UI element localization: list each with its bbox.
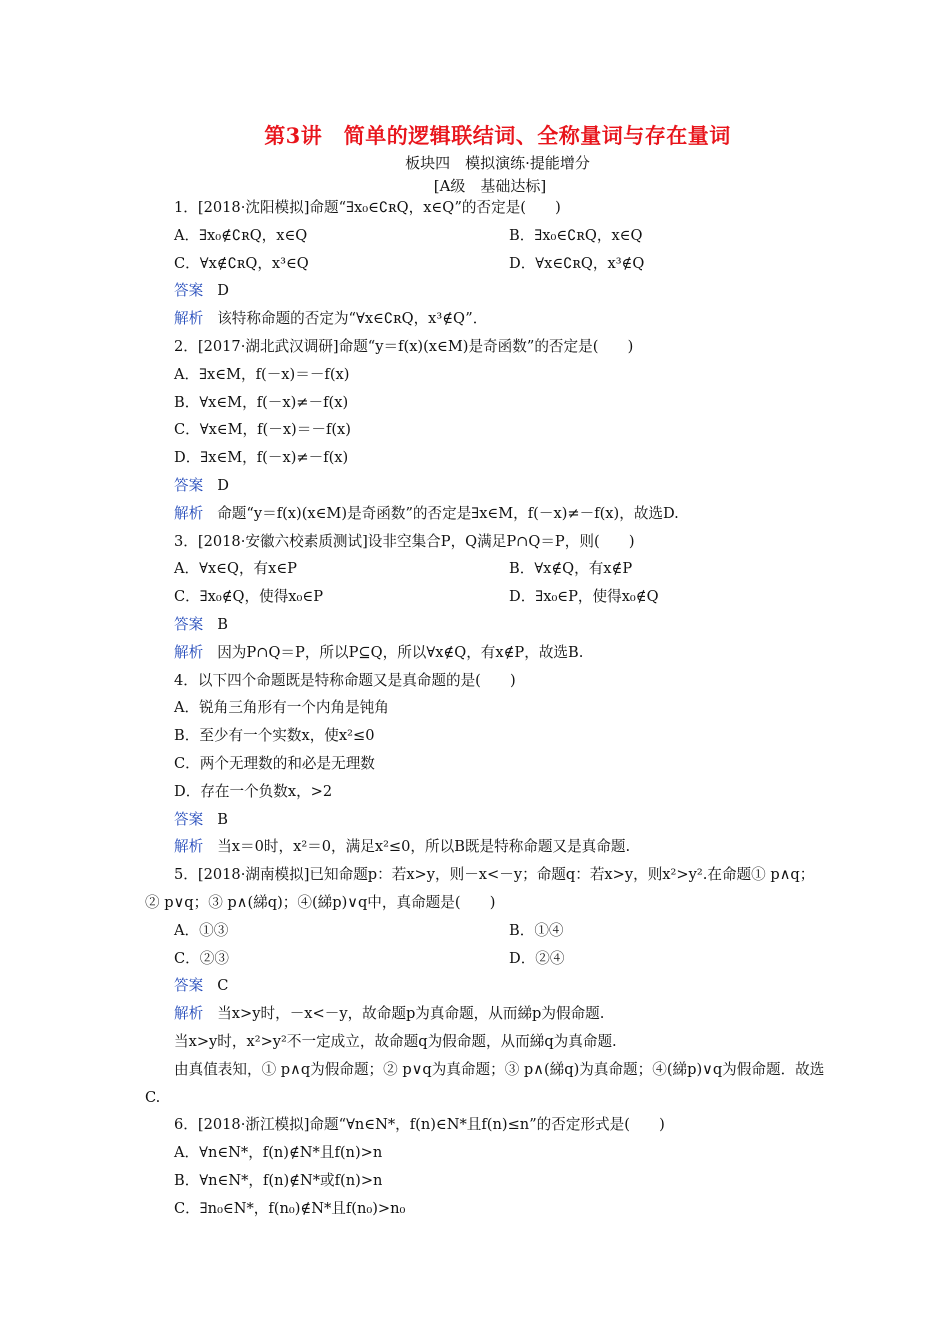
q3-stem: 3．[2018·安徽六校素质测试]设非空集合P，Q满足P∩Q＝P，则( ) bbox=[174, 532, 635, 550]
analysis-label: 解析 bbox=[174, 643, 204, 661]
q4-analysis bbox=[145, 833, 825, 861]
q2-option-d: D．∃x∈M，f(－x)≠－f(x) bbox=[174, 449, 349, 467]
q4-answer-value: B bbox=[217, 810, 228, 828]
q3-options-ab bbox=[145, 555, 825, 583]
q4-stem: 4．以下四个命题既是特称命题又是真命题的是( ) bbox=[174, 671, 516, 689]
q3-option-b: B．∀x∉Q，有x∉P bbox=[509, 560, 633, 578]
answer-label: 答案 bbox=[174, 977, 204, 995]
q3-option-c: C．∃x₀∉Q，使得x₀∈P bbox=[174, 588, 324, 606]
q4-option-a: A．锐角三角形有一个内角是钝角 bbox=[174, 699, 389, 717]
q5-analysis-text: 当x>y时，－x<－y，故命题p为真命题，从而綈p为假命题. bbox=[217, 1005, 605, 1023]
q6-option-b: B．∀n∈N*，f(n)∉N*或f(n)>n bbox=[174, 1171, 383, 1189]
q5-options-cd bbox=[145, 945, 825, 973]
q2-answer-value: D bbox=[217, 476, 229, 494]
level-label: [A级 基础达标] bbox=[433, 177, 547, 195]
analysis-label: 解析 bbox=[174, 504, 204, 522]
q1-answer-value: D bbox=[217, 282, 229, 300]
analysis-label: 解析 bbox=[174, 310, 204, 328]
answer-label: 答案 bbox=[174, 282, 204, 300]
q6-stem: 6．[2018·浙江模拟]命题“∀n∈N*，f(n)∈N*且f(n)≤n”的否定形式是( ) bbox=[174, 1116, 665, 1134]
q3-analysis bbox=[145, 639, 825, 667]
question-list bbox=[145, 194, 825, 1222]
q1-options-cd bbox=[145, 250, 825, 278]
q5-answer bbox=[145, 972, 825, 1000]
q3-analysis-text: 因为P∩Q＝P，所以P⊆Q，所以∀x∉Q，有x∉P，故选B. bbox=[217, 643, 584, 661]
analysis-label: 解析 bbox=[174, 1005, 204, 1023]
q6-option-a: A．∀n∈N*，f(n)∉N*且f(n)>n bbox=[174, 1144, 383, 1162]
q1-analysis-text: 该特称命题的否定为“∀x∈∁ʀQ，x³∉Q”． bbox=[217, 310, 488, 328]
q2-analysis bbox=[145, 500, 825, 528]
q5-analysis bbox=[145, 1000, 825, 1028]
q3-answer bbox=[145, 611, 825, 639]
section-subtitle: 板块四 模拟演练·提能增分 bbox=[405, 154, 590, 172]
q4-option-c: C．两个无理数的和必是无理数 bbox=[174, 754, 375, 772]
q1-stem: 1．[2018·沈阳模拟]命题“∃x₀∈∁ʀQ，x∈Q”的否定是( ) bbox=[174, 199, 561, 216]
q3-options-cd bbox=[145, 583, 825, 611]
q5-options-ab bbox=[145, 917, 825, 945]
q1-option-b: B．∃x₀∈∁ʀQ，x∈Q bbox=[509, 226, 643, 244]
q5-analysis-2: 当x>y时，x²>y²不一定成立，故命题q为假命题，从而綈q为真命题. bbox=[174, 1032, 617, 1050]
q4-option-d: D．存在一个负数x，>2 bbox=[174, 782, 333, 800]
answer-label: 答案 bbox=[174, 615, 204, 633]
q4-analysis-text: 当x＝0时，x²＝0，满足x²≤0，所以B既是特称命题又是真命题. bbox=[217, 838, 631, 856]
q5-analysis-3: 由真值表知，① p∧q为假命题；② p∨q为真命题；③ p∧(綈q)为真命题；④(綈p)∨q为假命题．故选C. bbox=[145, 1060, 825, 1106]
q3-option-d: D．∃x₀∈P，使得x₀∉Q bbox=[509, 588, 659, 606]
q5-option-b: B．①④ bbox=[509, 921, 564, 939]
answer-label: 答案 bbox=[174, 476, 204, 494]
q5-option-c: C．②③ bbox=[174, 949, 229, 967]
q4-option-b: B．至少有一个实数x，使x²≤0 bbox=[174, 727, 375, 745]
q3-answer-value: B bbox=[217, 615, 228, 633]
q1-analysis bbox=[145, 305, 825, 333]
q1-option-a: A．∃x₀∉∁ʀQ，x∈Q bbox=[174, 226, 308, 244]
q4-answer bbox=[145, 806, 825, 834]
analysis-label: 解析 bbox=[174, 838, 204, 856]
q2-option-c: C．∀x∈M，f(－x)＝－f(x) bbox=[174, 421, 351, 439]
q2-stem: 2．[2017·湖北武汉调研]命题“y＝f(x)(x∈M)是奇函数”的否定是( ) bbox=[174, 337, 634, 355]
q5-answer-value: C bbox=[217, 977, 229, 995]
q5-option-a: A．①③ bbox=[174, 921, 229, 939]
q5-stem: 5．[2018·湖南模拟]已知命题p：若x>y，则－x<－y；命题q：若x>y，则x²>y².在命题① p∧q；② p∨q；③ p∧(綈q)；④(綈p)∨q中，真命题是( ) bbox=[145, 866, 815, 911]
q1-option-c: C．∀x∉∁ʀQ，x³∈Q bbox=[174, 254, 309, 272]
q6-option-c: C．∃n₀∈N*，f(n₀)∉N*且f(n₀)>n₀ bbox=[174, 1199, 406, 1217]
page-title: 第3讲 简单的逻辑联结词、全称量词与存在量词 bbox=[264, 123, 731, 148]
q2-analysis-text: 命题“y＝f(x)(x∈M)是奇函数”的否定是∃x∈M，f(－x)≠－f(x)，故选D. bbox=[217, 504, 679, 522]
q2-option-a: A．∃x∈M，f(－x)＝－f(x) bbox=[174, 365, 350, 383]
q2-answer bbox=[145, 472, 825, 500]
answer-label: 答案 bbox=[174, 810, 204, 828]
q3-option-a: A．∀x∈Q，有x∈P bbox=[174, 560, 297, 578]
q1-answer bbox=[145, 277, 825, 305]
q5-option-d: D．②④ bbox=[509, 949, 565, 967]
q2-option-b: B．∀x∈M，f(－x)≠－f(x) bbox=[174, 393, 349, 411]
q1-option-d: D．∀x∈∁ʀQ，x³∉Q bbox=[509, 254, 645, 272]
q1-options-ab bbox=[145, 222, 825, 250]
